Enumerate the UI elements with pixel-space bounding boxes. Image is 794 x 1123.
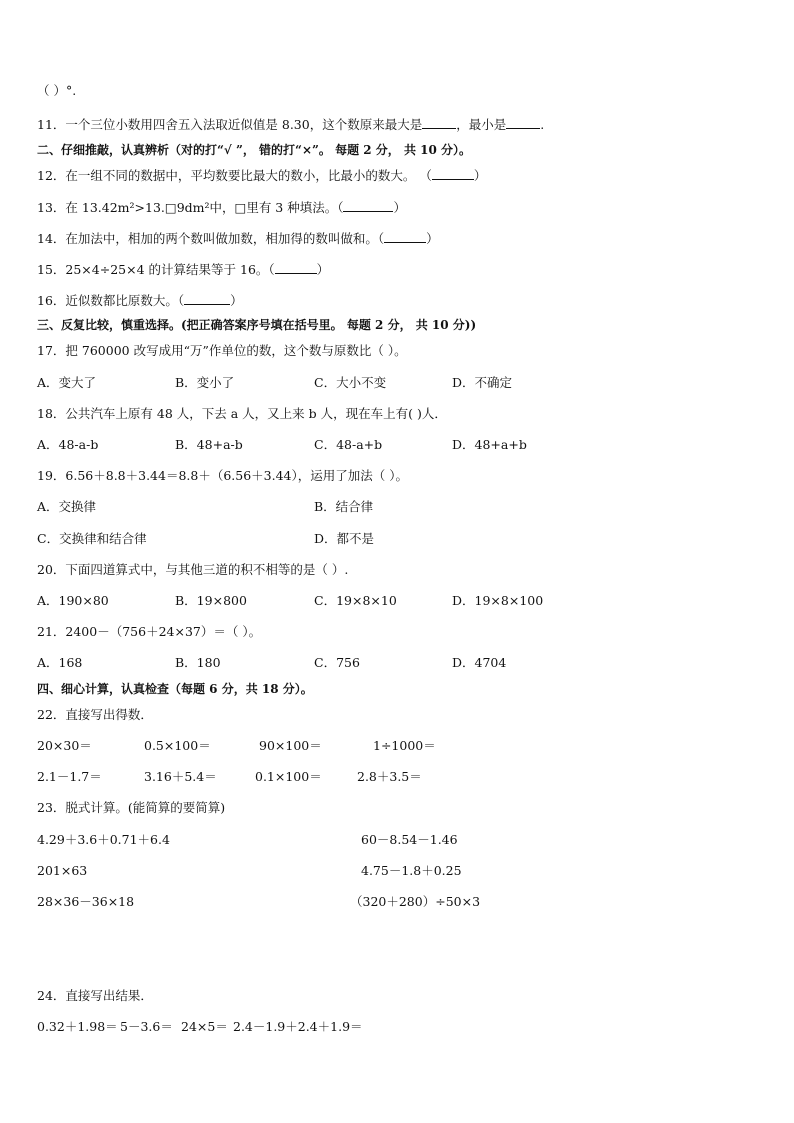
q18-option-b[interactable]: B．48+a-b (175, 437, 243, 452)
q13-text-a: 13．在 13.42m²>13.□9dm²中，□里有 3 种填法。（ (37, 200, 344, 215)
q24-item: 24×5＝ (181, 1019, 228, 1034)
q11-text-c: . (540, 117, 545, 132)
q22-item: 1÷1000＝ (373, 738, 436, 753)
prev-question-tail: （ ）°. (37, 83, 77, 98)
question-19: 19．6.56＋8.8＋3.44＝8.8＋（6.56＋3.44），运用了加法（ ）。 (37, 468, 408, 483)
q20-option-a[interactable]: A．190×80 (37, 593, 109, 608)
q22-item: 0.5×100＝ (144, 738, 211, 753)
q20-option-c[interactable]: C．19×8×10 (314, 593, 397, 608)
question-17: 17．把 760000 改写成用“万”作单位的数，这个数与原数比（ ）。 (37, 343, 407, 358)
q22-item: 0.1×100＝ (255, 769, 322, 784)
q17-option-c[interactable]: C．大小不变 (314, 375, 387, 390)
question-20: 20．下面四道算式中，与其他三道的积不相等的是（ ）. (37, 562, 349, 577)
q13-blank[interactable] (343, 199, 393, 212)
q11-text-b: ，最小是 (456, 117, 507, 132)
question-14 (37, 230, 439, 247)
q11-text-a: 11．一个三位小数用四舍五入法取近似值是 8.30，这个数原来最大是 (37, 117, 423, 132)
q23-item: （320＋280）÷50×3 (350, 894, 481, 909)
q16-text-b: ） (230, 293, 243, 308)
q11-blank-max[interactable] (422, 116, 456, 129)
q15-blank[interactable] (275, 261, 317, 274)
section-2-heading: 二、仔细推敲，认真辨析（对的打“√ ”， 错的打“×”。 每题 2 分， 共 10 分）。 (37, 143, 472, 157)
q12-blank[interactable] (432, 167, 474, 180)
question-12 (37, 167, 486, 184)
question-15 (37, 261, 329, 278)
q13-text-b: ） (393, 200, 406, 215)
q18-option-d[interactable]: D．48+a+b (452, 437, 527, 452)
q17-option-d[interactable]: D．不确定 (452, 375, 513, 390)
q24-item: 0.32＋1.98＝ (37, 1019, 118, 1034)
q16-text-a: 16．近似数都比原数大。（ (37, 293, 185, 308)
q12-text-a: 12．在一组不同的数据中，平均数要比最大的数小，比最小的数大。 （ (37, 168, 432, 183)
q24-item: 5－3.6＝ (120, 1019, 173, 1034)
q19-option-c[interactable]: C．交换律和结合律 (37, 531, 147, 546)
q21-option-b[interactable]: B．180 (175, 655, 221, 670)
q14-text-a: 14．在加法中，相加的两个数叫做加数，相加得的数叫做和。（ (37, 231, 385, 246)
question-24: 24．直接写出结果． (37, 988, 153, 1003)
q22-item: 2.1－1.7＝ (37, 769, 102, 784)
q23-item: 4.29＋3.6＋0.71＋6.4 (37, 832, 170, 847)
q19-option-a[interactable]: A．交换律 (37, 499, 97, 514)
q21-option-a[interactable]: A．168 (37, 655, 83, 670)
section-4-heading: 四、细心计算，认真检查（每题 6 分，共 18 分）。 (37, 682, 313, 696)
q15-text-a: 15．25×4÷25×4 的计算结果等于 16。（ (37, 262, 275, 277)
q21-option-d[interactable]: D．4704 (452, 655, 507, 670)
q20-option-d[interactable]: D．19×8×100 (452, 593, 544, 608)
q17-option-a[interactable]: A．变大了 (37, 375, 97, 390)
q22-item: 90×100＝ (259, 738, 322, 753)
question-16 (37, 292, 243, 309)
q22-item: 20×30＝ (37, 738, 92, 753)
q14-text-b: ） (426, 231, 439, 246)
q14-blank[interactable] (384, 230, 426, 243)
q23-item: 201×63 (37, 863, 88, 878)
q22-item: 3.16＋5.4＝ (144, 769, 217, 784)
question-18: 18．公共汽车上原有 48 人，下去 a 人，又上来 b 人，现在车上有( )人． (37, 406, 447, 421)
q16-blank[interactable] (184, 292, 230, 305)
q22-item: 2.8＋3.5＝ (357, 769, 422, 784)
q23-item: 28×36－36×18 (37, 894, 135, 909)
q24-item: 2.4－1.9＋2.4＋1.9＝ (233, 1019, 363, 1034)
question-13 (37, 199, 406, 216)
q21-option-c[interactable]: C．756 (314, 655, 360, 670)
question-22: 22．直接写出得数． (37, 707, 153, 722)
q11-blank-min[interactable] (506, 116, 540, 129)
q18-option-a[interactable]: A．48-a-b (37, 437, 99, 452)
q23-item: 4.75－1.8＋0.25 (361, 863, 462, 878)
q19-option-d[interactable]: D．都不是 (314, 531, 375, 546)
q20-option-b[interactable]: B．19×800 (175, 593, 247, 608)
q18-option-c[interactable]: C．48-a+b (314, 437, 383, 452)
q15-text-b: ） (316, 262, 330, 277)
q17-option-b[interactable]: B．变小了 (175, 375, 235, 390)
q23-item: 60－8.54－1.46 (361, 832, 458, 847)
section-3-heading: 三、反复比较，慎重选择。(把正确答案序号填在括号里。 每题 2 分， 共 10 分)) (37, 318, 477, 332)
q19-option-b[interactable]: B．结合律 (314, 499, 374, 514)
question-21: 21．2400－（756＋24×37）＝（ ）。 (37, 624, 262, 639)
q12-text-b: ） (473, 168, 487, 183)
question-23: 23．脱式计算。(能简算的要简算) (37, 800, 226, 815)
question-11 (37, 116, 544, 133)
